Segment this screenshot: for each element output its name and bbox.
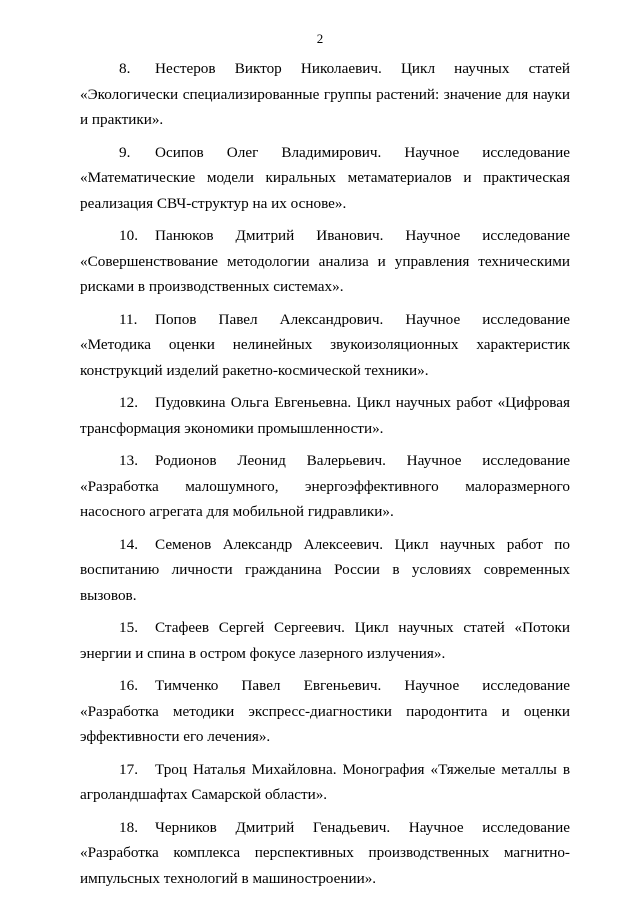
list-item (80, 757, 570, 808)
item-number: 16. (119, 677, 138, 694)
item-number: 9. (119, 143, 131, 161)
page-number: 2 (316, 31, 324, 46)
list-item (80, 815, 570, 892)
item-number: 18. (119, 818, 138, 836)
item-text: Черников Дмитрий Генадьевич. Научное исследование «Разработка комплекса перспективных производственных магнитно-импульсных технологий в машиностроении». (80, 818, 570, 887)
item-number: 13. (119, 452, 138, 469)
list-item (80, 56, 570, 133)
list-item (80, 673, 570, 750)
item-number: 11. (119, 310, 138, 328)
awardee-list (80, 56, 570, 898)
item-number: 12. (119, 394, 138, 411)
item-text: Осипов Олег Владимирович. Научное исследование «Математические модели киральных метаматериалов и практическая реализация СВЧ-структур на их основе». (80, 143, 570, 212)
item-number: 10. (119, 227, 138, 244)
item-number: 8. (119, 60, 131, 77)
item-text: Попов Павел Александрович. Научное исследование «Методика оценки нелинейных звукоизоляционных характеристик конструкций изделий ракетно-космической техники». (80, 310, 570, 379)
item-number: 17. (119, 760, 138, 778)
item-text: Нестеров Виктор Николаевич. Цикл научных статей «Экологически специализированные группы растений: значение для науки и практики». (80, 60, 570, 128)
item-text: Стафеев Сергей Сергеевич. Цикл научных статей «Потоки энергии и спина в остром фокусе лазерного излучения». (80, 619, 570, 662)
item-text: Родионов Леонид Валерьевич. Научное исследование «Разработка малошумного, энергоэффективного малоразмерного насосного агрегата для мобильной гидравлики». (80, 452, 570, 520)
list-item (80, 140, 570, 217)
item-text: Троц Наталья Михайловна. Монография «Тяжелые металлы в агроландшафтах Самарской области». (80, 760, 570, 803)
item-text: Тимченко Павел Евгеньевич. Научное исследование «Разработка методики экспресс-диагностики пародонтита и оценки эффективности его лечения». (80, 677, 570, 745)
item-number: 14. (119, 535, 138, 553)
item-text: Панюков Дмитрий Иванович. Научное исследование «Совершенствование методологии анализа и управления техническими рисками в производственных системах». (80, 227, 570, 295)
list-item (80, 615, 570, 666)
item-text: Семенов Александр Алексеевич. Цикл научных работ по воспитанию личности гражданина России в условиях современных вызовов. (80, 535, 570, 604)
list-item (80, 448, 570, 525)
item-number: 15. (119, 619, 138, 636)
list-item (80, 532, 570, 609)
list-item (80, 307, 570, 384)
list-item (80, 390, 570, 441)
list-item (80, 223, 570, 300)
item-text: Пудовкина Ольга Евгеньевна. Цикл научных работ «Цифровая трансформация экономики промышленности». (80, 394, 570, 437)
